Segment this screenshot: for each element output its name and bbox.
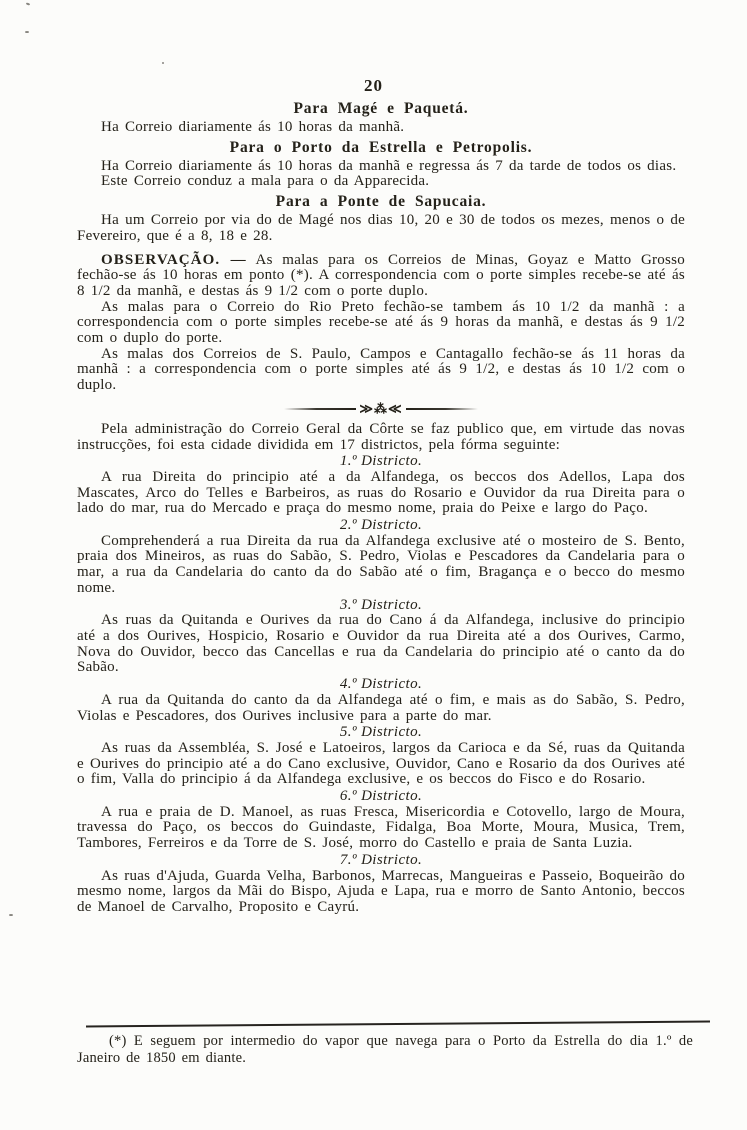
body-paragraph: A rua e praia de D. Manoel, as ruas Fresca, Misericordia e Cotovello, largo de Moura, travessa do Paço, os beccos do Guindaste, Fidalga, Boa Morte, Moura, Musica, Trem, Tambores, Ferreiros e da Torre de S. José, morro do Castello e praia de Santa Luzia. xyxy=(77,803,685,852)
section-heading: Para Magé e Paquetá. xyxy=(293,100,469,117)
divider-ornament xyxy=(77,404,685,414)
page-number: 20 xyxy=(364,76,383,95)
district-heading: 3.º Districto. xyxy=(339,596,423,613)
body-paragraph: Ha um Correio por via do de Magé nos dias 10, 20 e 30 de todos os mezes, menos o de Fevereiro, que é a 8, 18 e 28. xyxy=(77,212,685,244)
body-paragraph: As ruas da Quitanda e Ourives da rua do Cano á da Alfandega, inclusive do principio até a dos Ourives, Hospicio, Rosario e Ouvidor da rua Direita até a dos Ourives, Carmo, Nova do Ouvidor, becco das Cancellas e rua da Candelaria do principio até o canto da do Sabão. xyxy=(77,612,685,676)
district-heading: 5.º Districto. xyxy=(339,724,423,741)
body-paragraph xyxy=(77,253,685,300)
body-paragraph: As ruas da Assembléa, S. José e Latoeiros, largos da Carioca e da Sé, ruas da Quitanda e Ourives do principio até a do Cano exclusive, Ouvidor, Cano e Rosario da dos Ourives até o fim, Valla do principio á da Alfandega exclusive, e os beccos do Fisco e do Rosario. xyxy=(77,739,685,788)
district-heading: 6.º Districto. xyxy=(339,788,423,805)
footnote xyxy=(77,1033,693,1066)
scan-speck xyxy=(162,62,164,64)
footnote-text: E seguem por intermedio do vapor que navega para o Porto da Estrella do dia 1.º de Janeiro de 1850 em diante. xyxy=(77,1033,693,1066)
asterism-scroll-ornament xyxy=(356,404,405,414)
body-paragraph: Comprehenderá a rua Direita da rua da Alfandega exclusive até o mosteiro de S. Bento, praia dos Mineiros, as ruas do Sabão, S. Pedro, Violas e Pescadores da Candelaria para o mar, a rua da Candelaria do canto da do Sabão até o fim, Bragança e o becco do mesmo nome. xyxy=(77,532,685,596)
scan-speck xyxy=(25,31,29,33)
page-content xyxy=(77,97,685,916)
district-heading: 7.º Districto. xyxy=(339,851,423,868)
footnote-divider-line xyxy=(86,1021,710,1028)
body-paragraph: A rua Direita do principio até a da Alfandega, os beccos dos Adellos, Lapa dos Mascates, Arco do Telles e Barbeiros, as ruas do Rosario e Ouvidor da rua Direita para o lado do mar, rua do Mercado e praça do mesmo nome, praia do Peixe e largo do Paço. xyxy=(77,468,685,517)
scan-speck xyxy=(26,2,30,5)
body-paragraph: As malas para o Correio do Rio Preto fechão-se tambem ás 10 1/2 da manhã : a correspondencia com o porte simples recebe-se até ás 9 horas da manhã, e destas ás 9 1/2 com o duplo do porte. xyxy=(77,298,685,347)
district-heading: 1.º Districto. xyxy=(339,453,423,470)
section-heading: Para o Porto da Estrella e Petropolis. xyxy=(229,138,533,156)
scan-speck xyxy=(9,914,13,916)
district-heading: 2.º Districto. xyxy=(339,517,423,534)
body-paragraph: As ruas d'Ajuda, Guarda Velha, Barbonos, Marrecas, Mangueiras e Passeio, Boqueirão do mesmo nome, largos da Mãi do Bispo, Ajuda e Lapa, rua e morro de Santo Antonio, beccos de Manoel de Carvalho, Proposito e Cayrú. xyxy=(77,867,685,915)
district-heading: 4.º Districto. xyxy=(339,676,423,693)
footnote-marker: (*) xyxy=(109,1033,127,1049)
observation-label: OBSERVAÇÃO. — xyxy=(101,251,247,268)
ornament-line xyxy=(406,408,478,410)
body-paragraph: A rua da Quitanda do canto da da Alfandega até o fim, e mais as do Sabão, S. Pedro, Violas e Pescadores, dos Ourives inclusive para a parte do mar. xyxy=(77,691,685,724)
ornament-line xyxy=(284,408,356,410)
body-paragraph: Ha Correio diariamente ás 10 horas da manhã. xyxy=(101,119,405,135)
body-paragraph: As malas dos Correios de S. Paulo, Campos e Cantagallo fechão-se ás 11 horas da manhã : a correspondencia com o porte simples até ás 9 1/2, e destas ás 10 1/2 com o duplo. xyxy=(77,345,685,394)
section-heading: Para a Ponte de Sapucaia. xyxy=(275,193,487,211)
body-paragraph: Este Correio conduz a mala para o da Apparecida. xyxy=(101,173,430,190)
paragraph-text: As malas para os Correios de Minas, Goyaz e Matto Grosso fechão-se ás 10 horas em ponto (*). A correspondencia com o porte simples recebe-se até ás 8 1/2 da manhã, e destas ás 9 1/2 com o porte duplo. xyxy=(77,251,685,299)
body-paragraph: Ha Correio diariamente ás 10 horas da manhã e regressa ás 7 da tarde de todos os dias. xyxy=(101,157,677,174)
body-paragraph: Pela administração do Correio Geral da Côrte se faz publico que, em virtude das novas instrucções, foi esta cidade dividida em 17 districtos, pela fórma seguinte: xyxy=(77,420,685,453)
